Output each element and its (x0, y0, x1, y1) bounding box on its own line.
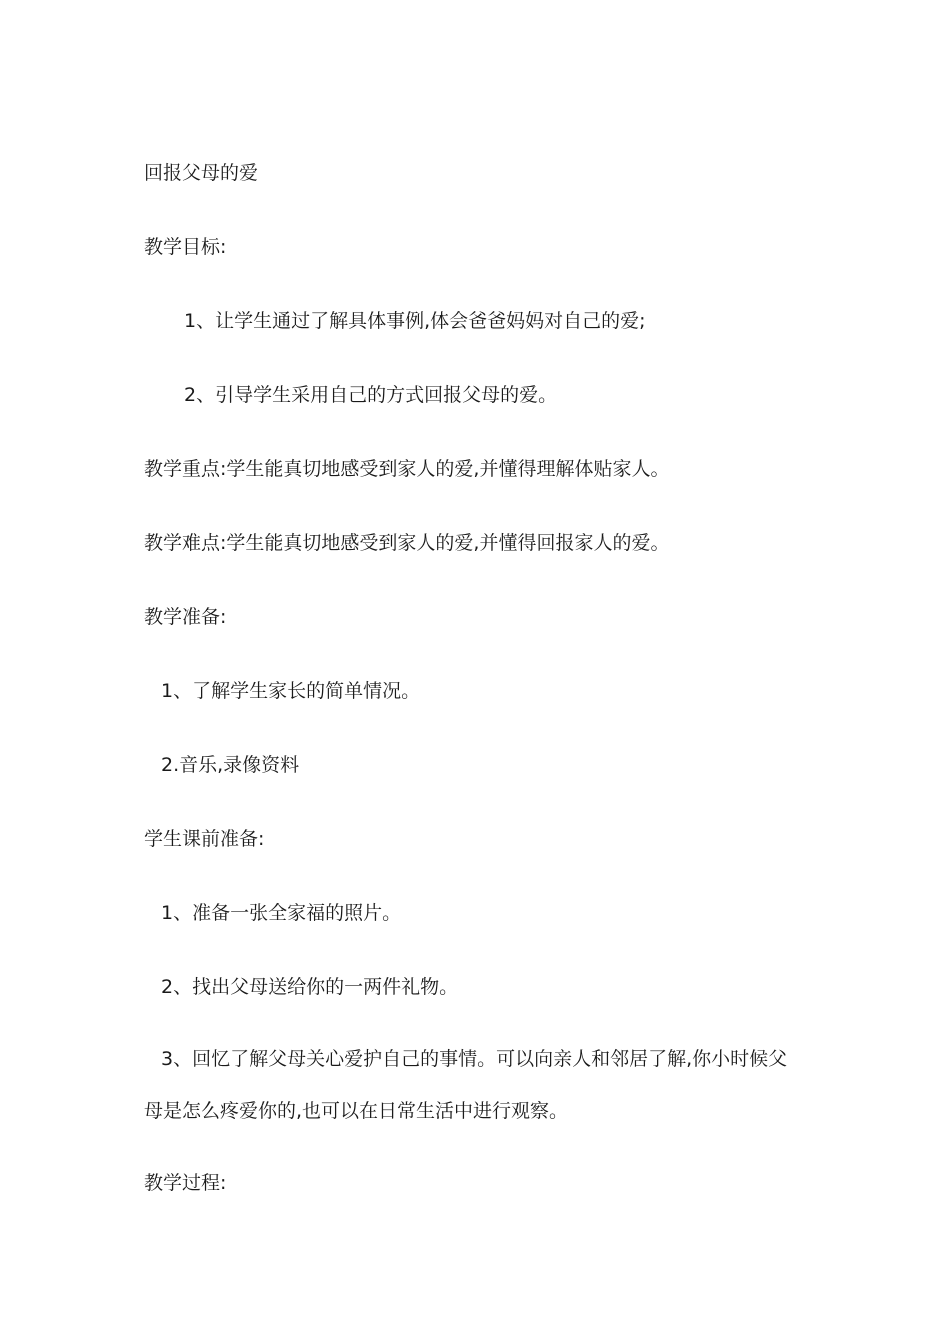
goal-item: 2、引导学生采用自己的方式回报父母的爱。 (184, 384, 558, 406)
student-prep-heading: 学生课前准备: (144, 828, 265, 850)
process-heading: 教学过程: (144, 1172, 227, 1194)
difficult-point: 教学难点:学生能真切地感受到家人的爱,并懂得回报家人的爱。 (144, 532, 670, 554)
student-prep-item: 2、找出父母送给你的一两件礼物。 (161, 976, 459, 998)
prep-heading: 教学准备: (144, 606, 227, 628)
student-prep-item-continued: 母是怎么疼爱你的,也可以在日常生活中进行观察。 (144, 1100, 569, 1122)
document-title: 回报父母的爱 (144, 162, 259, 184)
goal-item: 1、让学生通过了解具体事例,体会爸爸妈妈对自己的爱; (184, 310, 646, 332)
key-point: 教学重点:学生能真切地感受到家人的爱,并懂得理解体贴家人。 (144, 458, 670, 480)
student-prep-item: 1、准备一张全家福的照片。 (161, 902, 402, 924)
goals-heading: 教学目标: (144, 236, 227, 258)
prep-item: 1、了解学生家长的简单情况。 (161, 680, 421, 702)
prep-item: 2.音乐,录像资料 (161, 754, 300, 776)
student-prep-item: 3、回忆了解父母关心爱护自己的事情。可以向亲人和邻居了解,你小时候父 (161, 1048, 788, 1070)
